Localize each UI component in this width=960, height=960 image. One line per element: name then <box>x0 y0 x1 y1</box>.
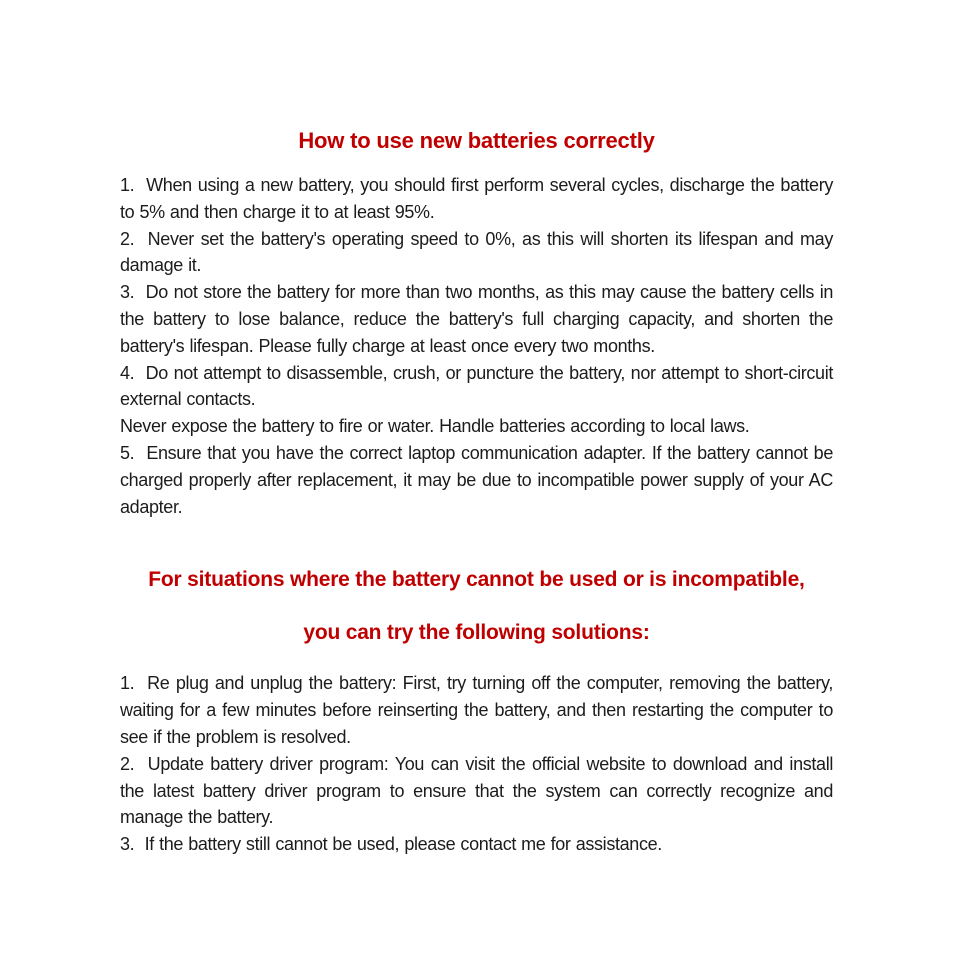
section2-title-line2: you can try the following solutions: <box>303 621 650 645</box>
section1-item-5: 5. Ensure that you have the correct laptop communication adapter. If the battery cannot be charged properly after replacement, it may be due to incompatible power supply of your AC adapter. <box>120 442 833 517</box>
section1-item-1: 1. When using a new battery, you should first perform several cycles, discharge the battery to 5% and then charge it to at least 95%. <box>120 175 833 222</box>
section2-item-2: 2. Update battery driver program: You can visit the official website to download and install the latest battery driver program to ensure that the system can correctly recognize and manage the battery. <box>120 753 833 828</box>
section1-item-2: 2. Never set the battery's operating speed to 0%, as this will shorten its lifespan and may damage it. <box>120 228 833 276</box>
section2-item-1: 1. Re plug and unplug the battery: First, try turning off the computer, removing the battery, waiting for a few minutes before reinserting the battery, and then restarting the computer to see if the problem is resolved. <box>120 673 833 747</box>
section1-item-4: 4. Do not attempt to disassemble, crush, or puncture the battery, nor attempt to short-circuit external contacts. <box>120 362 833 410</box>
section1-body <box>120 172 833 520</box>
section2-title-line1: For situations where the battery cannot be used or is incompatible, <box>148 568 805 592</box>
section1-title: How to use new batteries correctly <box>298 128 655 153</box>
section1-item-3: 3. Do not store the battery for more than two months, as this may cause the battery cells in the battery to lose balance, reduce the battery's full charging capacity, and shorten the battery's lifespan. Please fully charge at least once every two months. <box>120 282 833 356</box>
section2-body <box>120 670 833 858</box>
section1-note: Never expose the battery to fire or water. Handle batteries according to local laws. <box>120 416 750 437</box>
section2-item-3: 3. If the battery still cannot be used, please contact me for assistance. <box>120 834 662 855</box>
